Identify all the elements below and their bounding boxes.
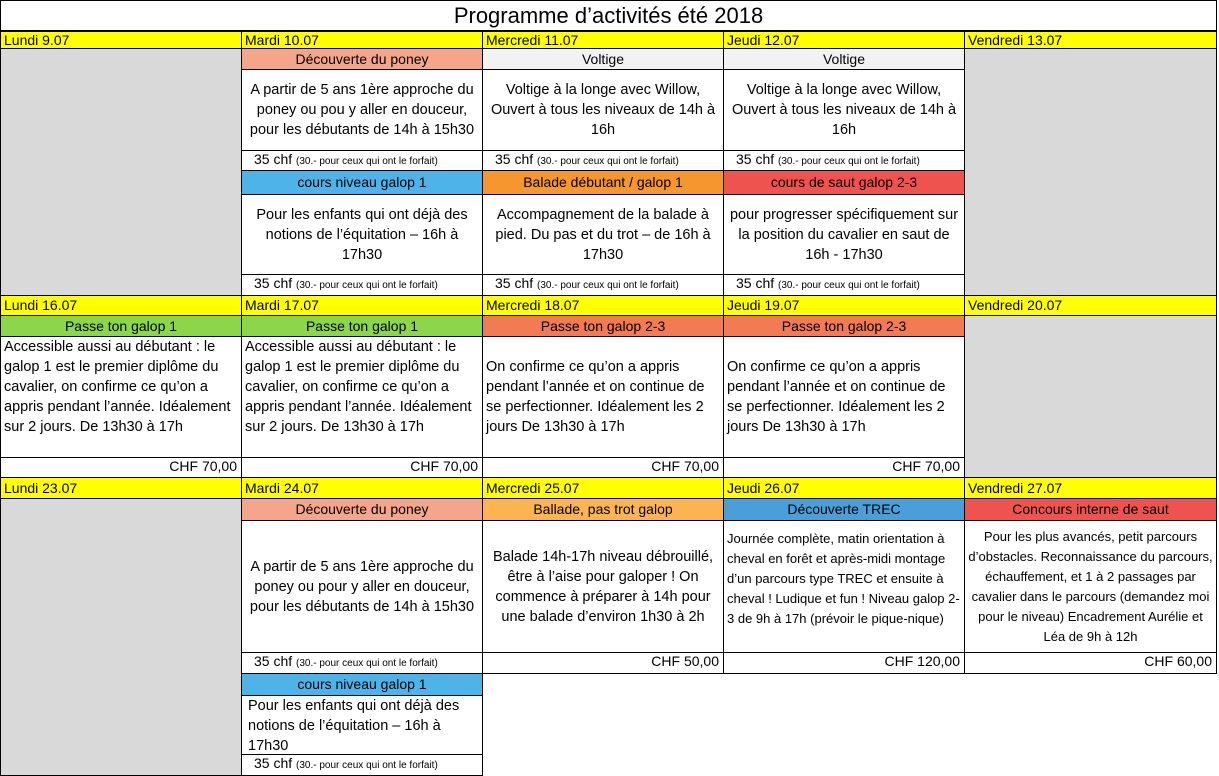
- price-cell: [723, 150, 965, 171]
- activity-header: cours de saut galop 2-3: [723, 170, 965, 195]
- price-cell: [482, 150, 724, 171]
- price: CHF 120,00: [723, 652, 965, 674]
- empty-cell: [0, 498, 242, 776]
- day-header: Lundi 9.07: [0, 31, 242, 49]
- activity-header: Voltige: [482, 48, 724, 70]
- price-cell: [482, 274, 724, 296]
- activity-description: Balade 14h-17h niveau débrouillé, être à l’aise pour galoper ! On commence à préparer à 14h pour une balade d’environ 1h30 à 2h: [482, 520, 724, 653]
- activity-description: Accessible aussi au débutant : le galop 1 est le premier diplôme du cavalier, on confirme ce qu’on a appris pendant l’année. Idéalement sur 2 jours. De 13h30 à 17h: [0, 336, 242, 458]
- activity-header: Concours interne de saut: [964, 498, 1217, 521]
- day-header: Mercredi 25.07: [482, 477, 724, 499]
- day-header: Jeudi 26.07: [723, 477, 965, 499]
- price-note: (30.- pour ceux qui ont le forfait): [296, 760, 438, 771]
- activity-description: On confirme ce qu’on a appris pendant l’année et on continue de se perfectionner. Idéalement les 2 jours De 13h30 à 17h: [482, 336, 724, 458]
- price: 35 chf: [736, 275, 775, 291]
- day-header: Mardi 17.07: [241, 295, 483, 316]
- price: 35 chf: [254, 755, 293, 771]
- price-note: (30.- pour ceux qui ont le forfait): [537, 280, 679, 291]
- activity-description: Journée complète, matin orientation à cheval en forêt et après-midi montage d’un parcours type TREC et ensuite à cheval ! Ludique et fun ! Niveau galop 2-3 de 9h à 17h (prévoir le pique-nique): [723, 520, 965, 653]
- empty-cell: [964, 315, 1217, 478]
- price: 35 chf: [495, 275, 534, 291]
- price: CHF 60,00: [964, 652, 1217, 674]
- price-cell: [241, 150, 483, 171]
- activity-description: Pour les plus avancés, petit parcours d’obstacles. Reconnaissance du parcours, échauffement, et 1 à 2 passages par cavalier dans le parcours (demandez moi pour le niveau) Encadrement Aurélie et Léa de 9h à 12h: [964, 520, 1217, 653]
- price: CHF 70,00: [723, 457, 965, 478]
- empty-cell: [964, 48, 1217, 296]
- day-header: Vendredi 20.07: [964, 295, 1217, 316]
- activity-description: Pour les enfants qui ont déjà des notions de l’équitation – 16h à 17h30: [241, 695, 483, 755]
- activity-header: Passe ton galop 2-3: [723, 315, 965, 337]
- price-note: (30.- pour ceux qui ont le forfait): [296, 156, 438, 167]
- price: CHF 70,00: [241, 457, 483, 478]
- day-header: Jeudi 12.07: [723, 31, 965, 49]
- page-title: Programme d’activités été 2018: [0, 0, 1217, 31]
- price: 35 chf: [254, 653, 293, 669]
- activity-header: Passe ton galop 1: [241, 315, 483, 337]
- day-header: Lundi 23.07: [0, 477, 242, 499]
- empty-cell: [0, 48, 242, 296]
- price: 35 chf: [736, 151, 775, 167]
- price-note: (30.- pour ceux qui ont le forfait): [778, 156, 920, 167]
- day-header: Mercredi 18.07: [482, 295, 724, 316]
- price: CHF 70,00: [482, 457, 724, 478]
- activity-header: Découverte du poney: [241, 48, 483, 70]
- day-header: Mercredi 11.07: [482, 31, 724, 49]
- activity-description: Voltige à la longe avec Willow, Ouvert à tous les niveaux de 14h à 16h: [723, 69, 965, 151]
- activity-description: A partir de 5 ans 1ère approche du poney ou pou y aller en douceur, pour les débutants de 14h à 15h30: [241, 69, 483, 151]
- activity-header: Ballade, pas trot galop: [482, 498, 724, 521]
- activity-header: Découverte TREC: [723, 498, 965, 521]
- activity-description: Voltige à la longe avec Willow, Ouvert à tous les niveaux de 14h à 16h: [482, 69, 724, 151]
- price: CHF 70,00: [0, 457, 242, 478]
- price-cell: [241, 652, 483, 674]
- activity-description: A partir de 5 ans 1ère approche du poney ou pour y aller en douceur, pour les débutants de 14h à 15h30: [241, 520, 483, 653]
- activity-description: On confirme ce qu’on a appris pendant l’année et on continue de se perfectionner. Idéalement les 2 jours De 13h30 à 17h: [723, 336, 965, 458]
- activity-header: Passe ton galop 2-3: [482, 315, 724, 337]
- price-note: (30.- pour ceux qui ont le forfait): [537, 156, 679, 167]
- day-header: Lundi 16.07: [0, 295, 242, 316]
- price-note: (30.- pour ceux qui ont le forfait): [778, 280, 920, 291]
- activity-description: Accompagnement de la balade à pied. Du pas et du trot – de 16h à 17h30: [482, 194, 724, 275]
- price: 35 chf: [495, 151, 534, 167]
- price-cell: [241, 274, 483, 296]
- day-header: Jeudi 19.07: [723, 295, 965, 316]
- activity-header: Découverte du poney: [241, 498, 483, 521]
- day-header: Mardi 24.07: [241, 477, 483, 499]
- activity-description: pour progresser spécifiquement sur la position du cavalier en saut de 16h - 17h30: [723, 194, 965, 275]
- day-header: Vendredi 27.07: [964, 477, 1217, 499]
- price: 35 chf: [254, 151, 293, 167]
- price: CHF 50,00: [482, 652, 724, 674]
- price-cell: [241, 754, 483, 776]
- price-note: (30.- pour ceux qui ont le forfait): [296, 280, 438, 291]
- day-header: Mardi 10.07: [241, 31, 483, 49]
- activity-header: cours niveau galop 1: [241, 170, 483, 195]
- activity-header: Voltige: [723, 48, 965, 70]
- price-cell: [723, 274, 965, 296]
- price: 35 chf: [254, 275, 293, 291]
- activity-header: Passe ton galop 1: [0, 315, 242, 337]
- price-note: (30.- pour ceux qui ont le forfait): [296, 658, 438, 669]
- activity-header: Balade débutant / galop 1: [482, 170, 724, 195]
- activity-description: Accessible aussi au débutant : le galop 1 est le premier diplôme du cavalier, on confirme ce qu’on a appris pendant l’année. Idéalement sur 2 jours. De 13h30 à 17h: [241, 336, 483, 458]
- day-header: Vendredi 13.07: [964, 31, 1217, 49]
- activity-header: cours niveau galop 1: [241, 673, 483, 696]
- activity-description: Pour les enfants qui ont déjà des notions de l’équitation – 16h à 17h30: [241, 194, 483, 275]
